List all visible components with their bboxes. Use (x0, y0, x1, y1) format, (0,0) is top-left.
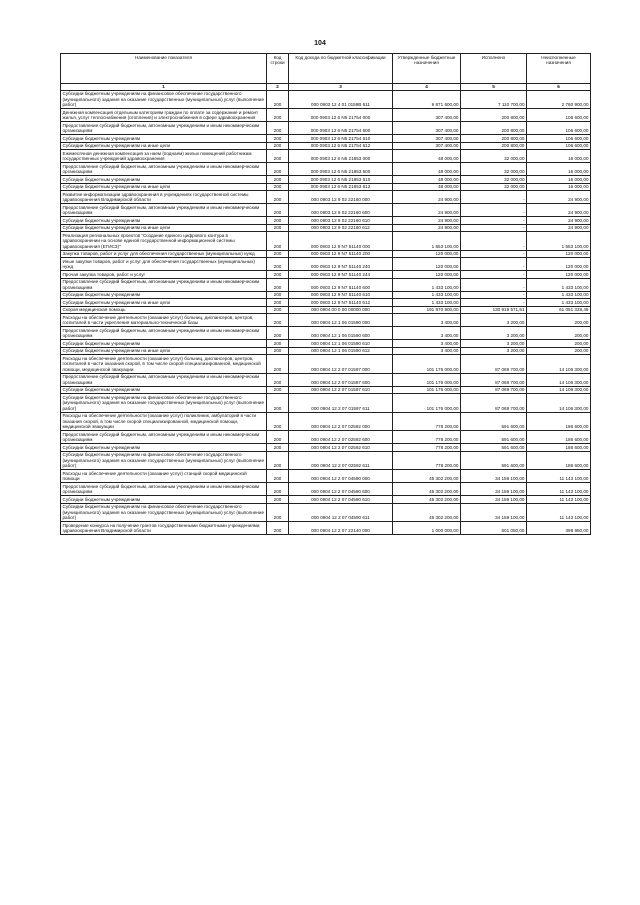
line-code: 200 (267, 373, 289, 386)
unexecuted-amount: 200,00 (527, 327, 591, 340)
executed-amount: 591 600,00 (461, 431, 527, 444)
budget-code: 000 0903 12 9 N7 51140 610 (289, 291, 393, 299)
approved-amount: 3 400,00 (393, 327, 461, 340)
line-code: 200 (267, 340, 289, 348)
unexecuted-amount: 186 600,00 (527, 444, 591, 452)
header-line-code: Код строки (267, 54, 289, 84)
unexecuted-amount: 200,00 (527, 347, 591, 355)
unexecuted-amount: 186 600,00 (527, 412, 591, 431)
budget-code: 000 0903 12 6 N5 21853 000 (289, 150, 393, 163)
approved-amount: 1 000 000,00 (393, 522, 461, 535)
unexecuted-amount: 14 106 300,00 (527, 394, 591, 413)
indicator-name: Расходы на обеспечение деятельности (оказание услуг) больниц, диспансеров, центров, госпиталей в части укрепления материально-технической базы (61, 314, 267, 327)
unexecuted-amount: 24 900,00 (527, 204, 591, 217)
table-row (61, 271, 591, 279)
approved-amount: 191 970 900,00 (393, 306, 461, 314)
executed-amount: 32 000,00 (461, 176, 527, 184)
approved-amount: 3 400,00 (393, 347, 461, 355)
indicator-name: Предоставление субсидий бюджетным, автономным учреждениям и иным некоммерческим организациям (61, 278, 267, 291)
unexecuted-amount: 1 553 100,00 (527, 232, 591, 251)
indicator-name: Субсидии бюджетным учреждениям (61, 135, 267, 143)
executed-amount: - (461, 291, 527, 299)
approved-amount: 1 553 100,00 (393, 232, 461, 251)
budget-code: 000 0904 12 1 06 01590 000 (289, 314, 393, 327)
line-code: 200 (267, 150, 289, 163)
line-code: 200 (267, 444, 289, 452)
indicator-name: Субсидии бюджетным учреждениям на финансовое обеспечение государственного (муниципального) задания на оказание государственных (муниципальных) услуг (выполнение работ) (61, 394, 267, 413)
unexecuted-amount: 61 051 328,49 (527, 306, 591, 314)
budget-code: 000 0903 12 9 N7 51140 200 (289, 250, 393, 258)
approved-amount: 1 433 100,00 (393, 291, 461, 299)
executed-amount: - (461, 250, 527, 258)
indicator-name: Субсидии бюджетным учреждениям на иные цели (61, 142, 267, 150)
budget-code: 000 0904 12 1 06 01590 600 (289, 327, 393, 340)
line-code: 200 (267, 496, 289, 504)
approved-amount: 307 400,00 (393, 109, 461, 122)
line-code: 200 (267, 142, 289, 150)
budget-code: 000 0903 12 9 N7 51140 000 (289, 232, 393, 251)
executed-amount: 200 800,00 (461, 135, 527, 143)
executed-amount: 87 069 700,00 (461, 386, 527, 394)
unexecuted-amount: 1 433 100,00 (527, 291, 591, 299)
table-header-row (61, 54, 591, 84)
executed-amount: 87 069 700,00 (461, 355, 527, 374)
indicator-name: Предоставление субсидий бюджетным, автономным учреждениям и иным некоммерческим организациям (61, 122, 267, 135)
budget-code: 000 0904 12 1 06 01590 612 (289, 347, 393, 355)
unexecuted-amount: 11 143 100,00 (527, 496, 591, 504)
budget-code: 000 0904 12 2 07 02592 600 (289, 431, 393, 444)
table-row (61, 470, 591, 483)
budget-code: 000 0903 12 9 N7 51140 240 (289, 258, 393, 271)
unexecuted-amount: 106 600,00 (527, 142, 591, 150)
indicator-name: Предоставление субсидий бюджетным, автономным учреждениям и иным некоммерческим организациям (61, 431, 267, 444)
table-row (61, 163, 591, 176)
unexecuted-amount: 11 143 100,00 (527, 503, 591, 522)
table-row (61, 503, 591, 522)
approved-amount: 45 302 200,00 (393, 503, 461, 522)
budget-code: 000 0903 12 6 N5 21853 612 (289, 183, 393, 191)
executed-amount: - (461, 232, 527, 251)
executed-amount: 200 800,00 (461, 109, 527, 122)
executed-amount: 3 200,00 (461, 340, 527, 348)
indicator-name: Субсидии бюджетным учреждениям (61, 291, 267, 299)
approved-amount: 120 000,00 (393, 271, 461, 279)
approved-amount: 45 302 200,00 (393, 496, 461, 504)
indicator-name: Субсидии бюджетным учреждениям на иные цели (61, 224, 267, 232)
approved-amount: 307 400,00 (393, 142, 461, 150)
header-budget-code: Код дохода по бюджетной классификации (289, 54, 393, 84)
indicator-name: Субсидии бюджетным учреждениям (61, 176, 267, 184)
budget-code: 000 0903 12 9 N7 51140 612 (289, 299, 393, 307)
unexecuted-amount: 186 600,00 (527, 431, 591, 444)
unexecuted-amount: 24 900,00 (527, 217, 591, 225)
table-row (61, 204, 591, 217)
indicator-name: Иные закупки товаров, работ и услуг для обеспечения государственных (муниципальных) нужд (61, 258, 267, 271)
unexecuted-amount: 14 106 300,00 (527, 373, 591, 386)
unexecuted-amount: 120 000,00 (527, 271, 591, 279)
executed-amount: 601 050,00 (461, 522, 527, 535)
line-code: 200 (267, 470, 289, 483)
line-code: 200 (267, 250, 289, 258)
table-row (61, 327, 591, 340)
table-row (61, 496, 591, 504)
budget-code: 000 0903 12 4 01 0159В 611 (289, 90, 393, 109)
indicator-name: Закупка товаров, работ и услуг для обеспечения государственных (муниципальных) нужд (61, 250, 267, 258)
line-code: 200 (267, 90, 289, 109)
approved-amount: 48 000,00 (393, 176, 461, 184)
line-code: 200 (267, 347, 289, 355)
line-code: 200 (267, 258, 289, 271)
unexecuted-amount: 398 950,00 (527, 522, 591, 535)
executed-amount: - (461, 278, 527, 291)
unexecuted-amount: 11 143 100,00 (527, 470, 591, 483)
header-executed: Исполнено (461, 54, 527, 84)
budget-code: 000 0904 12 2 07 01597 611 (289, 394, 393, 413)
table-row (61, 386, 591, 394)
executed-amount: 591 600,00 (461, 451, 527, 470)
approved-amount: 24 900,00 (393, 217, 461, 225)
table-row (61, 142, 591, 150)
approved-amount: 307 400,00 (393, 122, 461, 135)
table-row (61, 306, 591, 314)
executed-amount: 34 159 100,00 (461, 470, 527, 483)
unexecuted-amount: 200,00 (527, 340, 591, 348)
approved-amount: 24 900,00 (393, 204, 461, 217)
table-row (61, 355, 591, 374)
column-number: 6 (527, 84, 591, 91)
unexecuted-amount: 16 000,00 (527, 163, 591, 176)
approved-amount: 24 900,00 (393, 191, 461, 204)
executed-amount: 34 159 100,00 (461, 503, 527, 522)
budget-code: 000 0904 12 2 07 01597 600 (289, 373, 393, 386)
line-code: 200 (267, 394, 289, 413)
unexecuted-amount: 106 600,00 (527, 135, 591, 143)
approved-amount: 778 200,00 (393, 431, 461, 444)
unexecuted-amount: 16 000,00 (527, 183, 591, 191)
unexecuted-amount: 14 106 300,00 (527, 386, 591, 394)
indicator-name: Проведение конкурса на получение грантов государственными бюджетными учреждениями здравоохранения Владимирской области (61, 522, 267, 535)
budget-code: 000 0904 12 2 07 04590 611 (289, 503, 393, 522)
table-row (61, 444, 591, 452)
indicator-name: Субсидии бюджетным учреждениям на иные цели (61, 183, 267, 191)
approved-amount: 48 000,00 (393, 150, 461, 163)
table-row (61, 191, 591, 204)
executed-amount: 591 600,00 (461, 412, 527, 431)
table-row (61, 431, 591, 444)
executed-amount: 200 800,00 (461, 142, 527, 150)
indicator-name: Субсидии бюджетным учреждениям на иные цели (61, 347, 267, 355)
indicator-name: Предоставление субсидий бюджетным, автономным учреждениям и иным некоммерческим организациям (61, 204, 267, 217)
unexecuted-amount: 24 900,00 (527, 191, 591, 204)
indicator-name: Субсидии бюджетным учреждениям (61, 444, 267, 452)
table-row (61, 373, 591, 386)
budget-code: 000 0904 12 2 07 04590 000 (289, 470, 393, 483)
approved-amount: 9 871 600,00 (393, 90, 461, 109)
line-code: 200 (267, 412, 289, 431)
table-row (61, 314, 591, 327)
executed-amount: 87 069 700,00 (461, 373, 527, 386)
executed-amount: 87 069 700,00 (461, 394, 527, 413)
approved-amount: 101 176 000,00 (393, 394, 461, 413)
budget-code: 000 0903 12 6 N5 21754 600 (289, 122, 393, 135)
executed-amount: - (461, 217, 527, 225)
indicator-name: Субсидии бюджетным учреждениям на финансовое обеспечение государственного (муниципального) задания на оказание государственных (муниципальных) услуг (выполнение работ) (61, 90, 267, 109)
line-code: 200 (267, 355, 289, 374)
table-row (61, 394, 591, 413)
column-number: 1 (61, 84, 267, 91)
table-row (61, 299, 591, 307)
budget-code: 000 0904 12 2 07 22140 000 (289, 522, 393, 535)
executed-amount: - (461, 204, 527, 217)
budget-code: 000 0903 12 9 02 22160 612 (289, 224, 393, 232)
unexecuted-amount: 120 000,00 (527, 258, 591, 271)
approved-amount: 1 433 100,00 (393, 278, 461, 291)
table-row (61, 176, 591, 184)
indicator-name: Развитие информатизации здравоохранения в учреждениях государственной системы здравоохранения Владимирской области (61, 191, 267, 204)
line-code: 200 (267, 503, 289, 522)
indicator-name: Субсидии бюджетным учреждениям (61, 496, 267, 504)
executed-amount: - (461, 299, 527, 307)
table-row (61, 150, 591, 163)
budget-code: 000 0903 12 9 N7 51140 244 (289, 271, 393, 279)
table-body (61, 90, 591, 535)
table-row (61, 109, 591, 122)
approved-amount: 45 302 200,00 (393, 483, 461, 496)
unexecuted-amount: 14 106 300,00 (527, 355, 591, 374)
approved-amount: 101 176 000,00 (393, 355, 461, 374)
budget-code: 000 0904 12 2 07 01597 000 (289, 355, 393, 374)
approved-amount: 307 400,00 (393, 135, 461, 143)
table-row (61, 224, 591, 232)
line-code: 200 (267, 217, 289, 225)
table-row (61, 232, 591, 251)
budget-code: 000 0903 12 9 02 22160 000 (289, 191, 393, 204)
unexecuted-amount: 106 600,00 (527, 109, 591, 122)
column-number: 3 (289, 84, 393, 91)
unexecuted-amount: 11 143 100,00 (527, 483, 591, 496)
line-code: 200 (267, 291, 289, 299)
table-row (61, 135, 591, 143)
indicator-name: Скорая медицинская помощь (61, 306, 267, 314)
line-code: 200 (267, 163, 289, 176)
line-code: 200 (267, 109, 289, 122)
executed-amount: 7 110 700,00 (461, 90, 527, 109)
budget-code: 000 0904 12 1 06 01590 610 (289, 340, 393, 348)
approved-amount: 778 200,00 (393, 412, 461, 431)
unexecuted-amount: 200,00 (527, 314, 591, 327)
line-code: 200 (267, 306, 289, 314)
executed-amount: 3 200,00 (461, 347, 527, 355)
budget-code: 000 0903 12 6 N5 21853 610 (289, 176, 393, 184)
table-row (61, 90, 591, 109)
line-code: 200 (267, 191, 289, 204)
line-code: 200 (267, 314, 289, 327)
indicator-name: Субсидии бюджетным учреждениям на финансовое обеспечение государственного (муниципального) задания на оказание государственных (муниципальных) услуг (выполнение работ) (61, 503, 267, 522)
line-code: 200 (267, 483, 289, 496)
executed-amount: 32 000,00 (461, 183, 527, 191)
column-number: 4 (393, 84, 461, 91)
page-number: 104 (314, 40, 326, 47)
budget-code: 000 0903 12 9 02 22160 600 (289, 204, 393, 217)
line-code: 200 (267, 451, 289, 470)
indicator-name: Прочая закупка товаров, работ и услуг (61, 271, 267, 279)
approved-amount: 778 200,00 (393, 451, 461, 470)
executed-amount: 32 000,00 (461, 150, 527, 163)
table-row (61, 291, 591, 299)
table-row (61, 217, 591, 225)
executed-amount: - (461, 224, 527, 232)
approved-amount: 778 200,00 (393, 444, 461, 452)
line-code: 200 (267, 135, 289, 143)
budget-code: 000 0904 12 2 07 02592 611 (289, 451, 393, 470)
indicator-name: Субсидии бюджетным учреждениям (61, 340, 267, 348)
indicator-name: Предоставление субсидий бюджетным, автономным учреждениям и иным некоммерческим организациям (61, 163, 267, 176)
approved-amount: 48 000,00 (393, 163, 461, 176)
indicator-name: Ежемесячная денежная компенсация за наем (поднаем) жилых помещений работникам государственных учреждений здравоохранения (61, 150, 267, 163)
line-code: 200 (267, 327, 289, 340)
table-row (61, 340, 591, 348)
indicator-name: Предоставление субсидий бюджетным, автономным учреждениям и иным некоммерческим организациям (61, 373, 267, 386)
table-row (61, 451, 591, 470)
budget-code: 000 0903 12 9 N7 51140 600 (289, 278, 393, 291)
executed-amount: 3 200,00 (461, 314, 527, 327)
line-code: 200 (267, 122, 289, 135)
approved-amount: 3 400,00 (393, 314, 461, 327)
line-code: 200 (267, 176, 289, 184)
approved-amount: 101 176 000,00 (393, 373, 461, 386)
indicator-name: Расходы на обеспечение деятельности (оказание услуг) больниц, диспансеров, центров, госпиталей в части оказания скорой, в том числе скорой специализированной, медицинской помощи, медицинской эвакуации (61, 355, 267, 374)
table-row (61, 347, 591, 355)
line-code: 200 (267, 522, 289, 535)
line-code: 200 (267, 386, 289, 394)
line-code: 200 (267, 183, 289, 191)
budget-code: 000 0904 12 2 07 02592 610 (289, 444, 393, 452)
budget-code: 000 0904 12 2 07 04590 600 (289, 483, 393, 496)
indicator-name: Расходы на обеспечение деятельности (оказание услуг) станций скорой медицинской помощи (61, 470, 267, 483)
budget-code: 000 0904 12 2 07 01597 610 (289, 386, 393, 394)
indicator-name: Предоставление субсидий бюджетным, автономным учреждениям и иным некоммерческим организациям (61, 483, 267, 496)
line-code: 200 (267, 224, 289, 232)
unexecuted-amount: 16 000,00 (527, 176, 591, 184)
approved-amount: 45 302 200,00 (393, 470, 461, 483)
line-code: 200 (267, 299, 289, 307)
column-number: 2 (267, 84, 289, 91)
table-row (61, 412, 591, 431)
approved-amount: 101 176 000,00 (393, 386, 461, 394)
line-code: 200 (267, 204, 289, 217)
indicator-name: Субсидии бюджетным учреждениям (61, 386, 267, 394)
line-code: 200 (267, 278, 289, 291)
unexecuted-amount: 120 000,00 (527, 250, 591, 258)
unexecuted-amount: 16 000,00 (527, 150, 591, 163)
indicator-name: Денежная компенсация отдельным категориям граждан по оплате за содержание и ремонт жилья, услуг теплоснабжения (отопления) и электроснабжения в сфере здравоохранения (61, 109, 267, 122)
budget-code: 000 0904 12 2 07 04590 610 (289, 496, 393, 504)
unexecuted-amount: 1 433 100,00 (527, 278, 591, 291)
budget-code: 000 0904 12 2 07 02592 000 (289, 412, 393, 431)
header-unexecuted: Неисполненные назначения (527, 54, 591, 84)
unexecuted-amount: 2 760 900,00 (527, 90, 591, 109)
unexecuted-amount: 24 900,00 (527, 224, 591, 232)
line-code: 200 (267, 232, 289, 251)
budget-code: 000 0904 00 0 00 00000 000 (289, 306, 393, 314)
approved-amount: 120 000,00 (393, 258, 461, 271)
indicator-name: Реализация региональных проектов "Создание единого цифрового контура в здравоохранении на основе единой государственной информационной системы здравоохранения (ЕГИСЗ)" (61, 232, 267, 251)
executed-amount: - (461, 191, 527, 204)
budget-code: 000 0903 12 6 N5 21853 600 (289, 163, 393, 176)
executed-amount: - (461, 271, 527, 279)
unexecuted-amount: 1 433 100,00 (527, 299, 591, 307)
approved-amount: 120 000,00 (393, 250, 461, 258)
approved-amount: 1 433 100,00 (393, 299, 461, 307)
table-row (61, 522, 591, 535)
table-row (61, 122, 591, 135)
budget-code: 000 0903 12 6 N5 21754 000 (289, 109, 393, 122)
approved-amount: 24 900,00 (393, 224, 461, 232)
approved-amount: 3 400,00 (393, 340, 461, 348)
header-approved: Утвержденные бюджетные назначения (393, 54, 461, 84)
indicator-name: Субсидии бюджетным учреждениям (61, 217, 267, 225)
budget-code: 000 0903 12 6 N5 21754 610 (289, 135, 393, 143)
table-row (61, 258, 591, 271)
executed-amount: 34 159 100,00 (461, 483, 527, 496)
executed-amount: 3 200,00 (461, 327, 527, 340)
indicator-name: Субсидии бюджетным учреждениям на финансовое обеспечение государственного (муниципального) задания на оказание государственных (муниципальных) услуг (выполнение работ) (61, 451, 267, 470)
indicator-name: Субсидии бюджетным учреждениям на иные цели (61, 299, 267, 307)
approved-amount: 48 000,00 (393, 183, 461, 191)
budget-code: 000 0903 12 6 N5 21754 612 (289, 142, 393, 150)
unexecuted-amount: 106 600,00 (527, 122, 591, 135)
header-name: Наименование показателя (61, 54, 267, 84)
unexecuted-amount: 186 600,00 (527, 451, 591, 470)
budget-code: 000 0903 12 9 02 22160 610 (289, 217, 393, 225)
budget-execution-table (60, 53, 591, 535)
table-row (61, 278, 591, 291)
table-row (61, 183, 591, 191)
table-row (61, 250, 591, 258)
executed-amount: 130 919 571,51 (461, 306, 527, 314)
executed-amount: 34 159 100,00 (461, 496, 527, 504)
executed-amount: 200 800,00 (461, 122, 527, 135)
line-code: 200 (267, 271, 289, 279)
line-code: 200 (267, 431, 289, 444)
indicator-name: Предоставление субсидий бюджетным, автономным учреждениям и иным некоммерческим организациям (61, 327, 267, 340)
executed-amount: 591 600,00 (461, 444, 527, 452)
indicator-name: Расходы на обеспечение деятельности (оказание услуг) поликлиник, амбулаторий в части оказания скорой, в том числе скорой специализированной, медицинской помощи, медицинской эвакуации (61, 412, 267, 431)
executed-amount: 32 000,00 (461, 163, 527, 176)
executed-amount: - (461, 258, 527, 271)
column-number: 5 (461, 84, 527, 91)
table-row (61, 483, 591, 496)
